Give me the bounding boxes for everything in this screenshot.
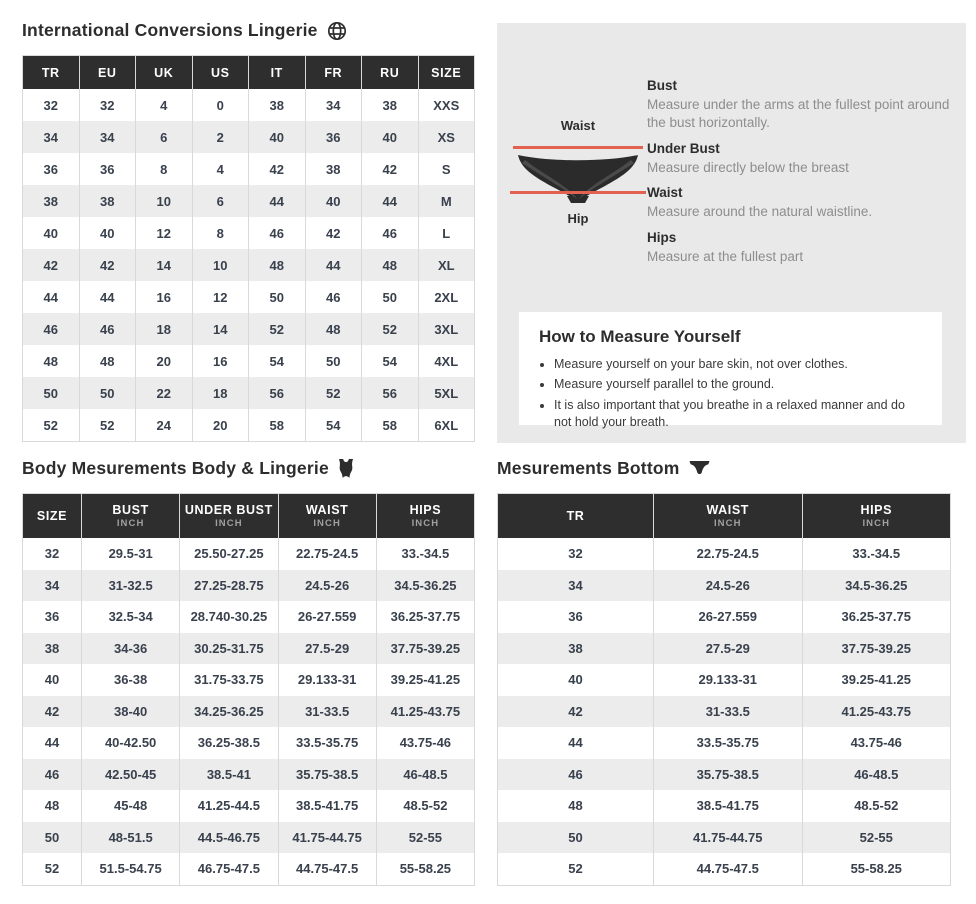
- table-cell: 38: [23, 185, 80, 217]
- table-cell: 42: [362, 153, 419, 185]
- table-cell: 22: [136, 377, 193, 409]
- table-cell: 8: [136, 153, 193, 185]
- table-cell: 42: [79, 249, 136, 281]
- table-cell: 33.-34.5: [802, 538, 951, 570]
- table-cell: XS: [418, 121, 475, 153]
- table-cell: 52: [305, 377, 362, 409]
- table-cell: 52-55: [376, 822, 474, 854]
- column-header: US: [192, 56, 249, 90]
- table-cell: 34: [23, 121, 80, 153]
- table-cell: 42.50-45: [82, 759, 180, 791]
- column-header: TR: [498, 494, 654, 539]
- table-cell: 48.5-52: [802, 790, 951, 822]
- table-cell: 0: [192, 89, 249, 121]
- table-cell: 50: [498, 822, 654, 854]
- table-cell: 54: [305, 409, 362, 442]
- table-cell: 41.75-44.75: [654, 822, 803, 854]
- column-header: FR: [305, 56, 362, 90]
- measure-guide-item-text: Measure directly below the breast: [647, 159, 849, 175]
- table-cell: 40: [249, 121, 306, 153]
- table-cell: 48: [305, 313, 362, 345]
- header-row: [23, 494, 475, 539]
- panties-illustration-icon: [515, 151, 641, 203]
- table-cell: 42: [23, 696, 82, 728]
- table-cell: 58: [249, 409, 306, 442]
- table-row: [23, 759, 475, 791]
- table-cell: 41.25-43.75: [802, 696, 951, 728]
- table-cell: 36: [568, 609, 583, 625]
- measure-guide-panel: [497, 23, 966, 443]
- table-cell: 35.75-38.5: [654, 759, 803, 791]
- table-cell: 14: [192, 313, 249, 345]
- table-cell: 3XL: [418, 313, 475, 345]
- table-cell: 27.25-28.75: [180, 570, 278, 602]
- hip-measure-line: [510, 191, 646, 194]
- table-cell: 34.25-36.25: [180, 696, 278, 728]
- table-cell: 50: [23, 377, 80, 409]
- table-cell: 33.5-35.75: [278, 727, 376, 759]
- table-cell: 28.740-30.25: [180, 601, 278, 633]
- table-cell: 54: [249, 345, 306, 377]
- how-to-measure-box: [519, 312, 942, 429]
- table-row: [23, 727, 475, 759]
- table-cell: 2XL: [418, 281, 475, 313]
- table-row: [23, 217, 475, 249]
- table-cell: 44: [43, 289, 58, 305]
- table-row: [498, 853, 951, 885]
- table-row: [23, 538, 475, 570]
- table-cell: 52: [568, 861, 583, 877]
- table-cell: 18: [136, 313, 193, 345]
- table-cell: 5XL: [418, 377, 475, 409]
- table-cell: S: [418, 153, 475, 185]
- column-header: SIZE: [23, 494, 82, 539]
- table-cell: 22.75-24.5: [278, 538, 376, 570]
- panties-diagram: [513, 118, 643, 226]
- table-row: [23, 89, 475, 121]
- table-cell: 32: [568, 546, 583, 562]
- table-cell: 36: [44, 609, 60, 625]
- table-cell: 58: [362, 409, 419, 442]
- table-cell: 22.75-24.5: [654, 538, 803, 570]
- table-row: [498, 727, 951, 759]
- table-row: [498, 696, 951, 728]
- table-cell: 29.133-31: [278, 664, 376, 696]
- table-cell: 31-32.5: [82, 570, 180, 602]
- table-cell: 34: [23, 570, 82, 602]
- table-cell: 43.75-46: [376, 727, 474, 759]
- table-row: [498, 633, 951, 665]
- how-to-measure-title: How to Measure Yourself: [539, 327, 741, 346]
- body-measurements-title-text: Body Mesurements Body & Lingerie: [22, 458, 329, 478]
- column-header: EU: [79, 56, 136, 90]
- table-row: [23, 377, 475, 409]
- bottom-measurements-section: [497, 458, 951, 886]
- table-cell: 29.5-31: [82, 538, 180, 570]
- table-cell: 40: [305, 185, 362, 217]
- table-cell: 48: [43, 353, 58, 369]
- table-cell: 2: [192, 121, 249, 153]
- table-cell: 32: [43, 97, 58, 113]
- table-cell: 40-42.50: [82, 727, 180, 759]
- table-cell: 36.25-38.5: [180, 727, 278, 759]
- table-row: [23, 409, 475, 442]
- table-cell: 44.75-47.5: [654, 853, 803, 885]
- measure-guide-item-title: Hips: [647, 230, 677, 246]
- table-cell: 40: [44, 672, 60, 688]
- table-cell: 52: [43, 417, 58, 433]
- table-cell: 34.5-36.25: [376, 570, 474, 602]
- table-cell: 12: [136, 217, 193, 249]
- table-cell: 52: [79, 409, 136, 442]
- table-cell: 40: [362, 121, 419, 153]
- table-cell: 50: [23, 822, 82, 854]
- globe-icon: [327, 21, 347, 41]
- table-cell: 37.75-39.25: [802, 633, 951, 665]
- column-header: UK: [136, 56, 193, 90]
- table-cell: 24.5-26: [654, 570, 803, 602]
- table-cell: 44: [305, 249, 362, 281]
- table-cell: XL: [418, 249, 475, 281]
- table-cell: 48: [362, 249, 419, 281]
- table-cell: 55-58.25: [802, 853, 951, 885]
- bodysuit-icon: [338, 459, 354, 479]
- column-header: WAIST INCH: [654, 494, 803, 539]
- table-cell: 38: [498, 633, 654, 665]
- table-cell: 50: [362, 281, 419, 313]
- conversions-title-text: International Conversions Lingerie: [22, 20, 318, 40]
- column-header: HIPS INCH: [802, 494, 951, 539]
- measure-guide-item-title: Bust: [647, 78, 677, 93]
- table-cell: 4: [192, 153, 249, 185]
- table-cell: 30.25-31.75: [180, 633, 278, 665]
- table-cell: M: [418, 185, 475, 217]
- conversions-title: [22, 20, 475, 41]
- table-cell: 24.5-26: [278, 570, 376, 602]
- body-measurements-title: [22, 458, 475, 479]
- table-cell: 16: [136, 281, 193, 313]
- table-cell: 38-40: [82, 696, 180, 728]
- table-cell: 27.5-29: [278, 633, 376, 665]
- table-cell: 44: [79, 281, 136, 313]
- measure-guide-item-title: Under Bust: [647, 140, 720, 156]
- table-cell: 44: [568, 735, 583, 751]
- table-cell: 46: [249, 217, 306, 249]
- column-header: HIPS INCH: [376, 494, 474, 539]
- table-cell: 32.5-34: [82, 601, 180, 633]
- table-cell: 48.5-52: [376, 790, 474, 822]
- table-cell: 56: [362, 377, 419, 409]
- table-row: [23, 664, 475, 696]
- table-cell: 38: [23, 633, 82, 665]
- table-row: [23, 345, 475, 377]
- table-row: [23, 153, 475, 185]
- table-cell: 46: [362, 217, 419, 249]
- table-cell: 14: [136, 249, 193, 281]
- table-cell: 44.5-46.75: [180, 822, 278, 854]
- table-cell: 36.25-37.75: [376, 601, 474, 633]
- table-row: [498, 790, 951, 822]
- table-cell: 16: [192, 345, 249, 377]
- table-cell: 36.25-37.75: [802, 601, 951, 633]
- table-cell: 50: [305, 345, 362, 377]
- table-cell: 46: [23, 313, 80, 345]
- table-cell: 45-48: [82, 790, 180, 822]
- table-row: [23, 790, 475, 822]
- table-cell: 10: [136, 185, 193, 217]
- table-cell: 39.25-41.25: [376, 664, 474, 696]
- table-cell: 4: [136, 89, 193, 121]
- table-cell: 46: [498, 759, 654, 791]
- table-cell: 36: [43, 161, 58, 177]
- table-cell: 29.133-31: [654, 664, 803, 696]
- table-cell: 34-36: [82, 633, 180, 665]
- table-cell: 44: [44, 735, 60, 751]
- conversions-table: [22, 55, 475, 442]
- column-header: TR: [23, 56, 80, 90]
- table-cell: 50: [249, 281, 306, 313]
- bottom-measurements-title: [497, 458, 951, 479]
- table-cell: 46: [79, 313, 136, 345]
- table-cell: 32: [79, 89, 136, 121]
- table-cell: 18: [192, 377, 249, 409]
- table-cell: 34.5-36.25: [802, 570, 951, 602]
- diagram-figure: [513, 146, 643, 203]
- table-cell: 48: [79, 345, 136, 377]
- table-row: [498, 570, 951, 602]
- table-cell: 56: [249, 377, 306, 409]
- table-cell: 33.5-35.75: [654, 727, 803, 759]
- bottom-measurements-table: [497, 493, 951, 886]
- table-cell: 40: [43, 225, 58, 241]
- table-cell: 44: [362, 185, 419, 217]
- column-header: IT: [249, 56, 306, 90]
- table-cell: 51.5-54.75: [82, 853, 180, 885]
- panties-icon: [689, 461, 710, 476]
- table-cell: 48: [249, 249, 306, 281]
- table-row: [498, 759, 951, 791]
- table-cell: 44.75-47.5: [278, 853, 376, 885]
- table-row: [23, 313, 475, 345]
- table-cell: 37.75-39.25: [376, 633, 474, 665]
- table-cell: 12: [192, 281, 249, 313]
- table-row: [23, 121, 475, 153]
- measure-guide-item-text: Measure at the fullest part: [647, 249, 804, 265]
- table-cell: 38.5-41.75: [278, 790, 376, 822]
- table-row: [23, 249, 475, 281]
- table-cell: 41.25-44.5: [180, 790, 278, 822]
- table-cell: 34: [498, 570, 654, 602]
- table-cell: 6XL: [418, 409, 475, 442]
- column-header: SIZE: [418, 56, 475, 90]
- table-cell: 36: [79, 153, 136, 185]
- table-cell: 20: [136, 345, 193, 377]
- table-cell: 38: [305, 153, 362, 185]
- diagram-waist-label: Waist: [560, 118, 596, 133]
- table-cell: 48: [44, 798, 60, 814]
- table-cell: 32: [44, 546, 60, 562]
- table-row: [23, 822, 475, 854]
- table-cell: 24: [136, 409, 193, 442]
- table-cell: 48-51.5: [82, 822, 180, 854]
- table-cell: L: [418, 217, 475, 249]
- table-cell: 38: [362, 89, 419, 121]
- table-cell: 40: [568, 672, 583, 688]
- table-cell: 31.75-33.75: [180, 664, 278, 696]
- table-cell: 39.25-41.25: [802, 664, 951, 696]
- table-cell: 27.5-29: [654, 633, 803, 665]
- table-cell: 6: [192, 185, 249, 217]
- table-cell: 6: [136, 121, 193, 153]
- column-header: RU: [362, 56, 419, 90]
- measure-guide-item-title: Waist: [647, 185, 683, 201]
- table-cell: 52-55: [802, 822, 951, 854]
- table-cell: 41.75-44.75: [278, 822, 376, 854]
- table-cell: 50: [79, 377, 136, 409]
- table-cell: 31-33.5: [654, 696, 803, 728]
- how-to-measure-bullet: • Measure yourself parallel to the ground.: [554, 376, 922, 393]
- table-cell: 55-58.25: [376, 853, 474, 885]
- table-cell: 41.25-43.75: [376, 696, 474, 728]
- table-cell: 20: [192, 409, 249, 442]
- diagram-hip-label: Hip: [567, 211, 589, 226]
- table-row: [23, 570, 475, 602]
- table-row: [498, 538, 951, 570]
- waist-measure-line: [513, 146, 643, 149]
- table-row: [23, 696, 475, 728]
- table-row: [23, 185, 475, 217]
- measure-guide-item: [647, 141, 957, 177]
- measure-guide-item: [647, 185, 957, 221]
- table-row: [23, 633, 475, 665]
- table-cell: 48: [568, 798, 583, 814]
- table-cell: 33.-34.5: [376, 538, 474, 570]
- column-header: UNDER BUST INCH: [180, 494, 278, 539]
- international-conversions-section: [22, 20, 475, 442]
- table-cell: 52: [44, 861, 60, 877]
- table-cell: 42: [249, 153, 306, 185]
- table-cell: 46.75-47.5: [180, 853, 278, 885]
- header-row: [498, 494, 951, 539]
- table-cell: 38.5-41: [180, 759, 278, 791]
- table-cell: 46-48.5: [802, 759, 951, 791]
- table-cell: 54: [362, 345, 419, 377]
- body-measurements-table: [22, 493, 475, 886]
- measure-guide-item: [647, 78, 957, 132]
- table-cell: 42: [498, 696, 654, 728]
- table-cell: 25.50-27.25: [180, 538, 278, 570]
- measure-guide-list: [647, 78, 957, 275]
- table-cell: 42: [305, 217, 362, 249]
- table-cell: 36-38: [82, 664, 180, 696]
- table-cell: XXS: [418, 89, 475, 121]
- table-cell: 26-27.559: [654, 601, 803, 633]
- table-cell: 36: [305, 121, 362, 153]
- measure-guide-item-text: Measure under the arms at the fullest point around the bust horizontally.: [647, 97, 950, 130]
- table-row: [498, 664, 951, 696]
- column-header: BUST INCH: [82, 494, 180, 539]
- table-cell: 10: [192, 249, 249, 281]
- table-cell: 8: [192, 217, 249, 249]
- table-cell: 4XL: [418, 345, 475, 377]
- table-cell: 38: [79, 185, 136, 217]
- column-header: WAIST INCH: [278, 494, 376, 539]
- measure-guide-item: [647, 230, 957, 266]
- table-cell: 38.5-41.75: [654, 790, 803, 822]
- table-cell: 34: [305, 89, 362, 121]
- table-row: [23, 601, 475, 633]
- table-cell: 35.75-38.5: [278, 759, 376, 791]
- table-cell: 43.75-46: [802, 727, 951, 759]
- how-to-measure-bullet: • It is also important that you breathe in a relaxed manner and do not hold your breath.: [554, 397, 922, 432]
- table-cell: 26-27.559: [278, 601, 376, 633]
- table-cell: 44: [249, 185, 306, 217]
- table-cell: 31-33.5: [278, 696, 376, 728]
- header-row: [23, 56, 475, 90]
- table-cell: 52: [362, 313, 419, 345]
- table-cell: 40: [79, 217, 136, 249]
- table-cell: 38: [249, 89, 306, 121]
- table-row: [498, 601, 951, 633]
- bottom-measurements-title-text: Mesurements Bottom: [497, 458, 680, 478]
- table-cell: 52: [249, 313, 306, 345]
- table-cell: 42: [23, 249, 80, 281]
- table-row: [23, 853, 475, 885]
- table-cell: 34: [79, 121, 136, 153]
- measure-guide-item-text: Measure around the natural waistline.: [647, 204, 873, 220]
- table-row: [23, 281, 475, 313]
- how-to-measure-bullet: • Measure yourself on your bare skin, not over clothes.: [554, 356, 922, 373]
- body-measurements-section: [22, 458, 475, 886]
- table-cell: 46-48.5: [376, 759, 474, 791]
- how-to-measure-bullets: [539, 356, 922, 431]
- table-cell: 46: [23, 759, 82, 791]
- table-row: [498, 822, 951, 854]
- table-cell: 46: [305, 281, 362, 313]
